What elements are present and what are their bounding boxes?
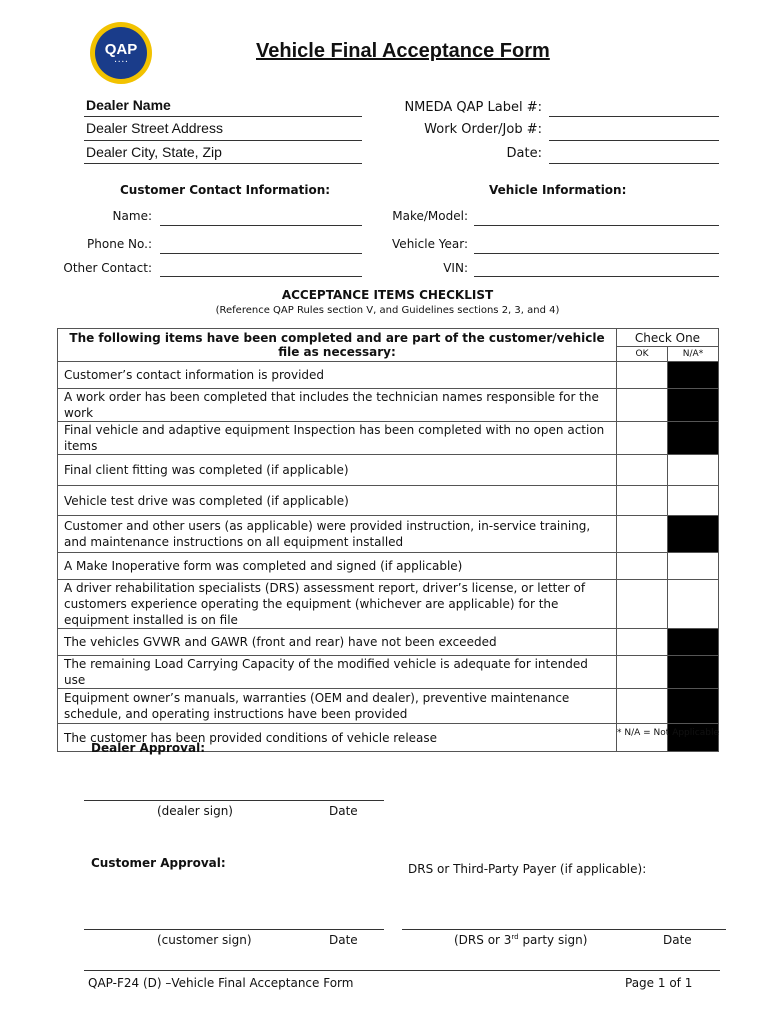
table-row: [58, 553, 719, 580]
customer-approval-heading: Customer Approval:: [91, 856, 226, 870]
checklist-item: Final vehicle and adaptive equipment Inspection has been completed with no open action items: [58, 422, 617, 455]
ok-checkbox[interactable]: [617, 516, 668, 553]
ok-checkbox[interactable]: [617, 689, 668, 724]
na-blocked-cell: [668, 629, 719, 656]
ok-checkbox[interactable]: [617, 656, 668, 689]
customer-other-label: Other Contact:: [63, 261, 152, 275]
dealer-name-line: [84, 116, 362, 117]
na-blocked-cell: [668, 422, 719, 455]
dealer-approval-heading: Dealer Approval:: [91, 741, 206, 755]
na-blocked-cell: [668, 362, 719, 389]
checklist-item: The customer has been provided conditions of vehicle release: [58, 724, 617, 752]
label-number-label: NMEDA QAP Label #:: [404, 100, 542, 115]
checklist-item: Final client fitting was completed (if applicable): [58, 455, 617, 486]
table-row: [58, 389, 719, 422]
ok-checkbox[interactable]: [617, 455, 668, 486]
customer-phone-field[interactable]: [160, 253, 362, 254]
ok-checkbox[interactable]: [617, 486, 668, 516]
table-row: [58, 689, 719, 724]
drs-sign-label-pre: (DRS or 3: [454, 933, 512, 947]
ok-checkbox[interactable]: [617, 580, 668, 629]
table-row: [58, 656, 719, 689]
drs-sign-line[interactable]: [402, 929, 726, 930]
na-blocked-cell: [668, 656, 719, 689]
checklist-item: Equipment owner’s manuals, warranties (OEM and dealer), preventive maintenance schedule, and operating instructions have been provided: [58, 689, 617, 724]
na-header: N/A*: [668, 347, 719, 362]
vehicle-vin-label: VIN:: [443, 261, 468, 275]
customer-sign-line[interactable]: [84, 929, 384, 930]
ok-checkbox[interactable]: [617, 362, 668, 389]
footer-rule: [84, 970, 720, 971]
na-checkbox[interactable]: [668, 455, 719, 486]
vehicle-year-label: Vehicle Year:: [392, 237, 468, 251]
checklist-item: Customer’s contact information is provided: [58, 362, 617, 389]
customer-other-field[interactable]: [160, 276, 362, 277]
ok-checkbox[interactable]: [617, 629, 668, 656]
drs-approval-heading: DRS or Third-Party Payer (if applicable):: [408, 862, 647, 876]
qap-logo-text: QAP: [104, 41, 138, 58]
na-checkbox[interactable]: [668, 553, 719, 580]
vehicle-year-field[interactable]: [474, 253, 719, 254]
table-row: [58, 455, 719, 486]
customer-heading: Customer Contact Information:: [120, 183, 331, 197]
customer-name-label: Name:: [112, 209, 152, 223]
vehicle-heading: Vehicle Information:: [489, 183, 627, 197]
qap-logo: [90, 22, 152, 84]
dealer-street-line: [84, 140, 362, 141]
work-order-label: Work Order/Job #:: [424, 122, 542, 137]
work-order-field[interactable]: [549, 140, 719, 141]
customer-date-label: Date: [329, 933, 358, 947]
customer-sign-label: (customer sign): [157, 933, 252, 947]
dealer-city-line: [84, 163, 362, 164]
drs-date-label: Date: [663, 933, 692, 947]
drs-sign-label-sup: rd: [511, 933, 519, 941]
form-title: Vehicle Final Acceptance Form: [256, 40, 550, 62]
footer-page-number: Page 1 of 1: [625, 976, 693, 990]
na-blocked-cell: [668, 516, 719, 553]
checklist-item: The vehicles GVWR and GAWR (front and rear) have not been exceeded: [58, 629, 617, 656]
drs-sign-label: [454, 933, 587, 947]
checklist-heading: ACCEPTANCE ITEMS CHECKLIST: [281, 288, 494, 302]
qap-logo-center: [95, 27, 147, 79]
checklist-reference: (Reference QAP Rules section V, and Guidelines sections 2, 3, and 4): [215, 305, 560, 316]
table-row: [58, 486, 719, 516]
label-number-field[interactable]: [549, 116, 719, 117]
dealer-date-label: Date: [329, 804, 358, 818]
checklist-item: The remaining Load Carrying Capacity of the modified vehicle is adequate for intended use: [58, 656, 617, 689]
checklist-item: A driver rehabilitation specialists (DRS) assessment report, driver’s license, or letter of customers experience operating the equipment (whichever are applicable) for the equipment installed is on file: [58, 580, 617, 629]
checklist-table: [57, 328, 719, 752]
table-row: [58, 629, 719, 656]
dealer-name: Dealer Name: [86, 97, 171, 113]
na-checkbox[interactable]: [668, 486, 719, 516]
checklist-item: A work order has been completed that includes the technician names responsible for the work: [58, 389, 617, 422]
dealer-street: Dealer Street Address: [86, 120, 223, 136]
footer-form-id: QAP-F24 (D) –Vehicle Final Acceptance Form: [88, 976, 354, 990]
checklist-item: Vehicle test drive was completed (if applicable): [58, 486, 617, 516]
table-row: [58, 422, 719, 455]
drs-sign-label-post: party sign): [518, 933, 588, 947]
na-checkbox[interactable]: [668, 580, 719, 629]
table-row: [58, 362, 719, 389]
date-field[interactable]: [549, 163, 719, 164]
na-footnote: * N/A = Not Applicable: [617, 728, 719, 738]
ok-header: OK: [617, 347, 668, 362]
check-one-header: Check One: [617, 329, 719, 347]
ok-checkbox[interactable]: [617, 422, 668, 455]
na-blocked-cell: [668, 389, 719, 422]
na-blocked-cell: [668, 689, 719, 724]
vehicle-make-label: Make/Model:: [392, 209, 468, 223]
customer-name-field[interactable]: [160, 225, 362, 226]
ok-checkbox[interactable]: [617, 553, 668, 580]
vehicle-vin-field[interactable]: [474, 276, 719, 277]
table-row: [58, 580, 719, 629]
dealer-sign-line[interactable]: [84, 800, 384, 801]
table-row: [58, 516, 719, 553]
table-header-row: [58, 329, 719, 347]
dealer-city: Dealer City, State, Zip: [86, 144, 222, 160]
vehicle-make-field[interactable]: [474, 225, 719, 226]
dealer-sign-label: (dealer sign): [157, 804, 233, 818]
qap-logo-subtext: • • • •: [114, 59, 128, 64]
date-label: Date:: [506, 146, 542, 161]
checklist-item: A Make Inoperative form was completed and signed (if applicable): [58, 553, 617, 580]
checklist-item: Customer and other users (as applicable) were provided instruction, in-service training, and maintenance instructions on all equipment installed: [58, 516, 617, 553]
ok-checkbox[interactable]: [617, 389, 668, 422]
customer-phone-label: Phone No.:: [87, 237, 152, 251]
table-header: The following items have been completed and are part of the customer/vehicle file as necessary:: [58, 329, 617, 362]
